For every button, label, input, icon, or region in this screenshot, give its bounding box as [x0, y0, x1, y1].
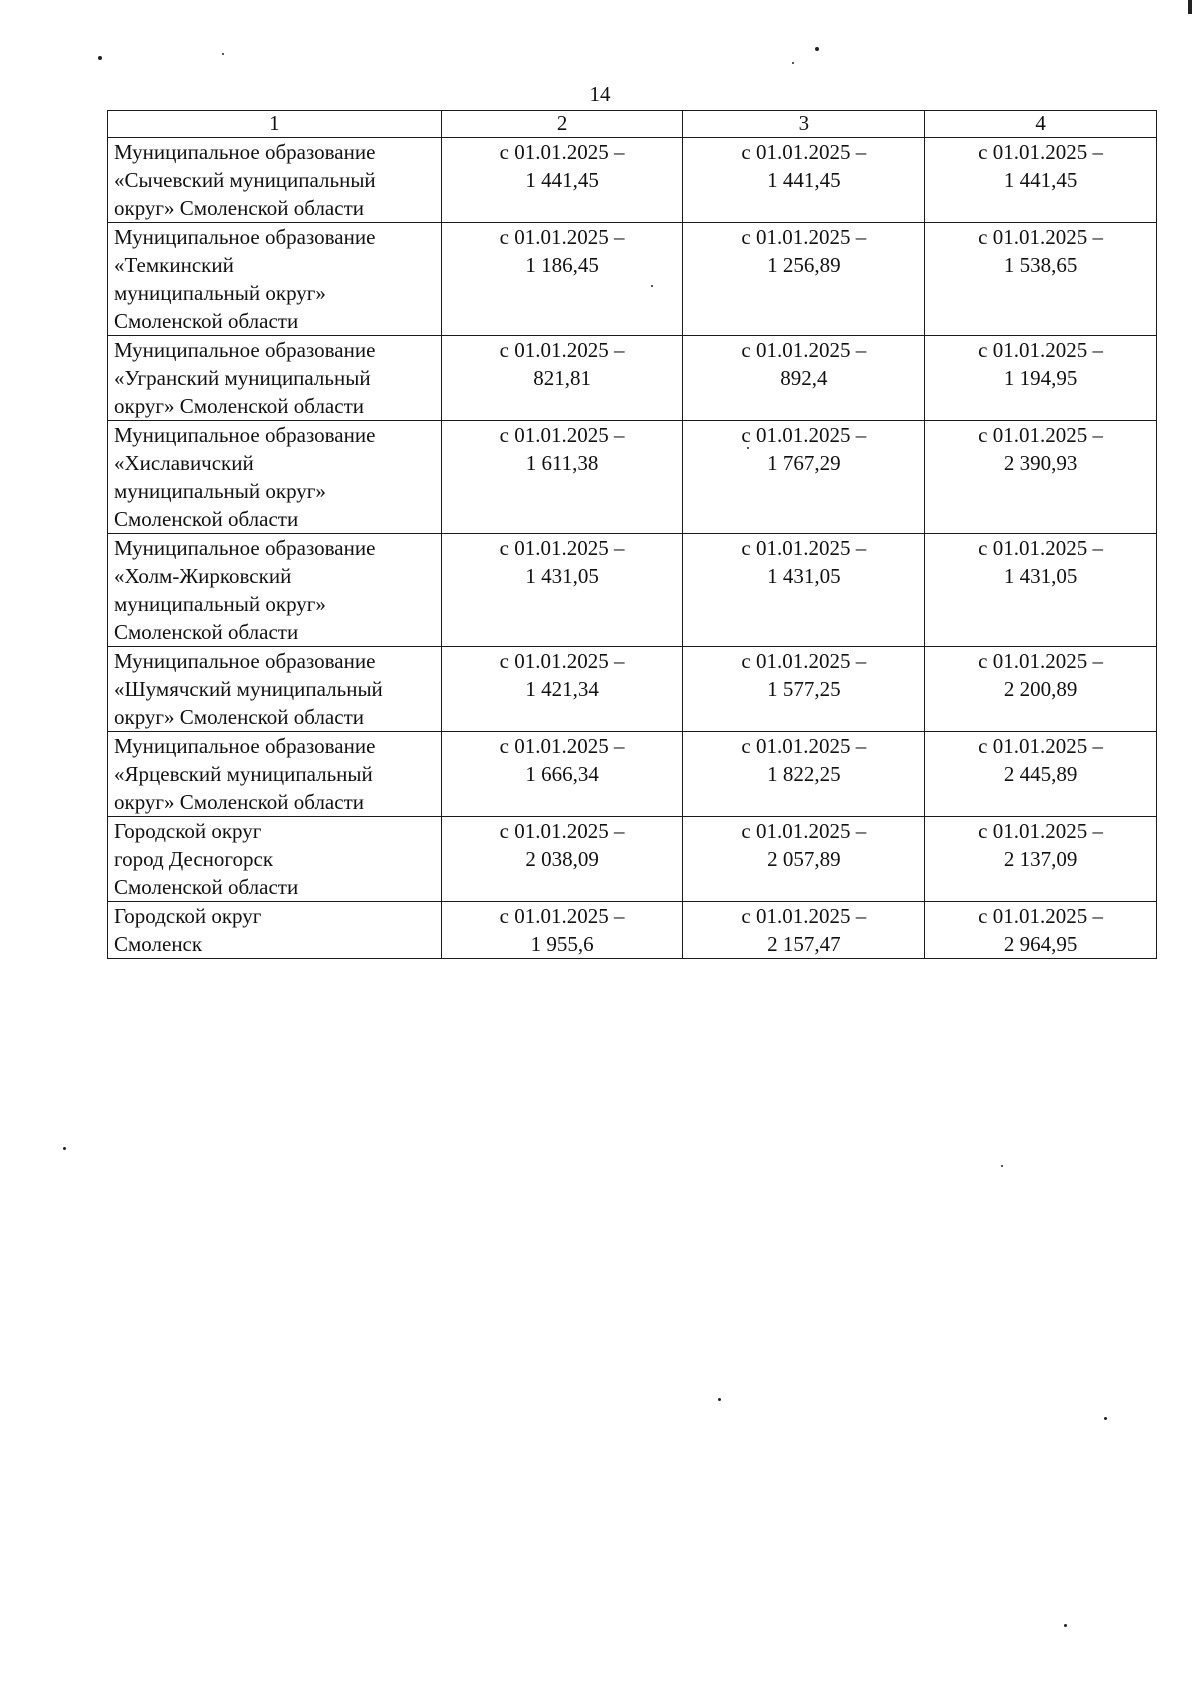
value-cell: с 01.01.2025 – 2 445,89 [925, 732, 1157, 817]
value-cell: с 01.01.2025 – 1 431,05 [925, 534, 1157, 647]
value-cell: с 01.01.2025 – 1 955,6 [441, 902, 683, 959]
page-number: 14 [589, 82, 611, 106]
municipality-name: Муниципальное образование «Холм-Жирковский муниципальный округ» Смоленской области [108, 534, 442, 647]
municipality-name: Городской округ Смоленск [108, 902, 442, 959]
column-header: 3 [683, 111, 925, 138]
value-cell: с 01.01.2025 – 821,81 [441, 336, 683, 421]
municipality-name: Муниципальное образование «Угранский муниципальный округ» Смоленской области [108, 336, 442, 421]
municipality-name: Городской округ город Десногорск Смоленской области [108, 817, 442, 902]
table-row [108, 138, 1157, 223]
tariff-table [107, 110, 1157, 959]
table-row [108, 817, 1157, 902]
value-cell: с 01.01.2025 – 1 194,95 [925, 336, 1157, 421]
value-cell: с 01.01.2025 – 2 200,89 [925, 647, 1157, 732]
value-cell: с 01.01.2025 – 1 538,65 [925, 223, 1157, 336]
value-cell: с 01.01.2025 – 892,4 [683, 336, 925, 421]
table-row [108, 647, 1157, 732]
value-cell: с 01.01.2025 – 1 421,34 [441, 647, 683, 732]
column-header: 1 [108, 111, 442, 138]
value-cell: с 01.01.2025 – 1 431,05 [441, 534, 683, 647]
table-header-row [108, 111, 1157, 138]
value-cell: с 01.01.2025 – 1 431,05 [683, 534, 925, 647]
value-cell: с 01.01.2025 – 1 577,25 [683, 647, 925, 732]
table-row [108, 421, 1157, 534]
table-row [108, 902, 1157, 959]
scan-edge-mark [1188, 0, 1192, 14]
scan-speck [718, 1398, 721, 1401]
column-header: 2 [441, 111, 683, 138]
municipality-name: Муниципальное образование «Хиславичский муниципальный округ» Смоленской области [108, 421, 442, 534]
scan-speck [63, 1147, 66, 1150]
scan-speck [1064, 1624, 1067, 1627]
value-cell: с 01.01.2025 – 2 137,09 [925, 817, 1157, 902]
municipality-name: Муниципальное образование «Сычевский муниципальный округ» Смоленской области [108, 138, 442, 223]
column-header: 4 [925, 111, 1157, 138]
table-row [108, 534, 1157, 647]
value-cell: с 01.01.2025 – 2 057,89 [683, 817, 925, 902]
value-cell: с 01.01.2025 – 1 611,38 [441, 421, 683, 534]
scan-speck [98, 56, 102, 60]
value-cell: с 01.01.2025 – 1 186,45 [441, 223, 683, 336]
scan-speck [1001, 1165, 1003, 1167]
table-row [108, 223, 1157, 336]
scan-speck [815, 47, 819, 51]
scan-speck [222, 53, 224, 55]
scan-speck [1104, 1417, 1107, 1420]
table-row [108, 336, 1157, 421]
municipality-name: Муниципальное образование «Шумячский муниципальный округ» Смоленской области [108, 647, 442, 732]
value-cell: с 01.01.2025 – 2 038,09 [441, 817, 683, 902]
value-cell: с 01.01.2025 – 2 964,95 [925, 902, 1157, 959]
value-cell: с 01.01.2025 – 1 767,29 [683, 421, 925, 534]
municipality-name: Муниципальное образование «Темкинский муниципальный округ» Смоленской области [108, 223, 442, 336]
scan-speck [792, 62, 794, 64]
value-cell: с 01.01.2025 – 2 157,47 [683, 902, 925, 959]
value-cell: с 01.01.2025 – 1 666,34 [441, 732, 683, 817]
value-cell: с 01.01.2025 – 2 390,93 [925, 421, 1157, 534]
table-row [108, 732, 1157, 817]
value-cell: с 01.01.2025 – 1 441,45 [441, 138, 683, 223]
value-cell: с 01.01.2025 – 1 256,89 [683, 223, 925, 336]
municipality-name: Муниципальное образование «Ярцевский муниципальный округ» Смоленской области [108, 732, 442, 817]
value-cell: с 01.01.2025 – 1 822,25 [683, 732, 925, 817]
value-cell: с 01.01.2025 – 1 441,45 [925, 138, 1157, 223]
value-cell: с 01.01.2025 – 1 441,45 [683, 138, 925, 223]
